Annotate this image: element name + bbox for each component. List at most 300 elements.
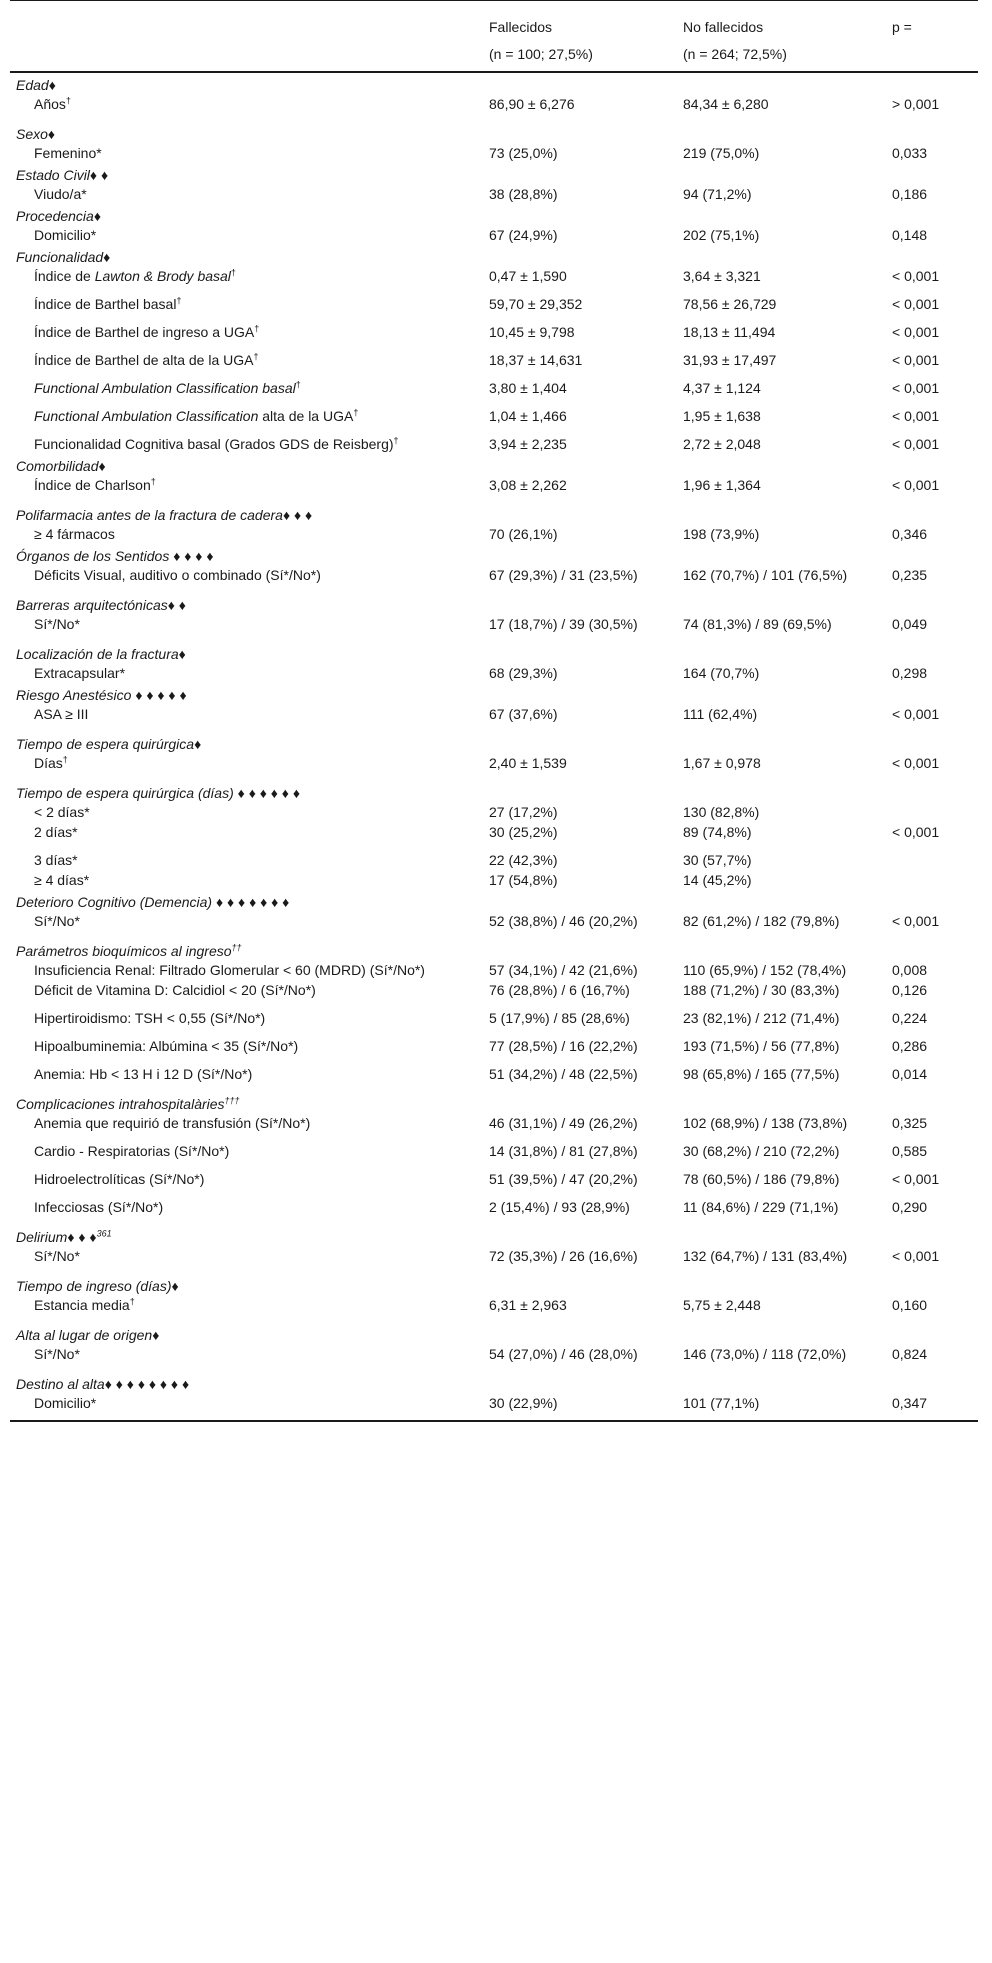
- row-label: [10, 980, 483, 1008]
- table-row: [10, 1064, 978, 1092]
- label-text: Hidroelectrolíticas (Sí*/No*): [34, 1171, 205, 1187]
- table-row: [10, 980, 978, 1008]
- section-label: [10, 204, 483, 225]
- empty-cell: [483, 939, 978, 960]
- row-label: [10, 850, 483, 870]
- cell-p-value: < 0,001: [892, 706, 940, 722]
- empty-cell: [483, 454, 978, 475]
- row-label: [10, 322, 483, 350]
- section-title: Sexo: [16, 126, 48, 142]
- cell-fallecidos: 38 (28,8%): [489, 186, 558, 202]
- cell-no-fallecidos: 1,96 ± 1,364: [683, 477, 761, 493]
- cell-no-fallecidos: 5,75 ± 2,448: [683, 1297, 761, 1313]
- label-text: Funcionalidad Cognitiva basal (Grados GDS de Reisberg): [34, 436, 394, 452]
- section-row: [10, 732, 978, 753]
- cell-p-value: < 0,001: [892, 408, 940, 424]
- row-label: [10, 94, 483, 122]
- header-n-fallecidos: (n = 100; 27,5%): [483, 46, 677, 72]
- empty-cell: [483, 204, 978, 225]
- row-label: [10, 1295, 483, 1323]
- row-label: [10, 524, 483, 544]
- section-title: Estado Civil: [16, 167, 90, 183]
- cell-p-value: < 0,001: [892, 268, 940, 284]
- section-row: [10, 1372, 978, 1393]
- section-row: [10, 245, 978, 266]
- cell-fallecidos: 72 (35,3%) / 26 (16,6%): [489, 1248, 638, 1264]
- data-table: [10, 0, 978, 1422]
- row-label: [10, 614, 483, 642]
- cell-p-value: < 0,001: [892, 296, 940, 312]
- section-label: [10, 683, 483, 704]
- cell-p-value: 0,033: [892, 145, 928, 161]
- cell-no-fallecidos: 82 (61,2%) / 182 (79,8%): [683, 913, 840, 929]
- row-label: [10, 822, 483, 850]
- cell-fallecidos: 2,40 ± 1,539: [489, 755, 567, 771]
- header-p-value: p =: [886, 1, 978, 47]
- table-row: [10, 1393, 978, 1421]
- cell-fallecidos: 52 (38,8%) / 46 (20,2%): [489, 913, 638, 929]
- cell-no-fallecidos: 198 (73,9%): [683, 526, 760, 542]
- cell-no-fallecidos: 89 (74,8%): [683, 824, 752, 840]
- cell-p-value: < 0,001: [892, 324, 940, 340]
- cell-fallecidos: 77 (28,5%) / 16 (22,2%): [489, 1038, 638, 1054]
- section-row: [10, 72, 978, 94]
- row-label: [10, 1169, 483, 1197]
- cell-p-value: 0,298: [892, 665, 928, 681]
- section-label: [10, 163, 483, 184]
- row-label: [10, 184, 483, 204]
- cell-no-fallecidos: 1,95 ± 1,638: [683, 408, 761, 424]
- section-title: Funcionalidad: [16, 249, 104, 265]
- cell-fallecidos: 68 (29,3%): [489, 665, 558, 681]
- section-title: Riesgo Anestésico: [16, 687, 136, 703]
- table-row: [10, 143, 978, 163]
- empty-cell: [483, 503, 978, 524]
- table-row: [10, 524, 978, 544]
- row-label: [10, 1036, 483, 1064]
- row-label: [10, 434, 483, 454]
- cell-no-fallecidos: 102 (68,9%) / 138 (73,8%): [683, 1115, 848, 1131]
- row-label: [10, 565, 483, 593]
- label-text: ≥ 4 fármacos: [34, 526, 115, 542]
- cell-no-fallecidos: 14 (45,2%): [683, 872, 752, 888]
- footnote-mark: ††: [231, 942, 242, 953]
- cell-fallecidos: 1,04 ± 1,466: [489, 408, 567, 424]
- cell-p-value: 0,160: [892, 1297, 928, 1313]
- empty-cell: [483, 1092, 978, 1113]
- table-row: [10, 614, 978, 642]
- empty-cell: [483, 732, 978, 753]
- cell-p-value: 0,186: [892, 186, 928, 202]
- table-row: [10, 753, 978, 781]
- cell-no-fallecidos: 130 (82,8%): [683, 804, 760, 820]
- table-row: [10, 1008, 978, 1036]
- section-row: [10, 163, 978, 184]
- label-tail-text: alta de la UGA: [258, 408, 354, 424]
- row-label: [10, 911, 483, 939]
- cell-fallecidos: 30 (22,9%): [483, 1393, 677, 1421]
- diamond-marks: ♦: [171, 1278, 179, 1294]
- empty-cell: [483, 245, 978, 266]
- cell-fallecidos: 18,37 ± 14,631: [489, 352, 583, 368]
- table-row: [10, 1344, 978, 1372]
- cell-no-fallecidos: 74 (81,3%) / 89 (69,5%): [683, 616, 832, 632]
- cell-p-value: < 0,001: [892, 436, 940, 452]
- footnote-mark: †: [253, 351, 259, 362]
- label-text: Anemia: Hb < 13 H i 12 D (Sí*/No*): [34, 1066, 253, 1082]
- section-title: Localización de la fractura: [16, 646, 179, 662]
- footnote-mark: †: [62, 754, 68, 765]
- label-text: Domicilio*: [34, 227, 97, 243]
- empty-cell: [483, 1372, 978, 1393]
- table-row: [10, 294, 978, 322]
- table-row: [10, 802, 978, 822]
- row-label: [10, 1141, 483, 1169]
- label-text: Sí*/No*: [34, 913, 80, 929]
- label-text: Cardio - Respiratorias (Sí*/No*): [34, 1143, 230, 1159]
- table-row: [10, 565, 978, 593]
- section-row: [10, 454, 978, 475]
- cell-no-fallecidos: 30 (68,2%) / 210 (72,2%): [683, 1143, 840, 1159]
- table-row: [10, 1295, 978, 1323]
- cell-fallecidos: 5 (17,9%) / 85 (28,6%): [489, 1010, 630, 1026]
- row-label: [10, 266, 483, 294]
- diamond-marks: ♦: [93, 208, 101, 224]
- section-title: Órganos de los Sentidos: [16, 548, 174, 564]
- label-italic-text: Functional Ambulation Classification: [34, 408, 259, 424]
- row-label: [10, 1344, 483, 1372]
- empty-cell: [483, 163, 978, 184]
- footnote-mark: †††: [224, 1095, 240, 1106]
- row-label: [10, 294, 483, 322]
- label-text: Déficits Visual, auditivo o combinado (Sí*/No*): [34, 567, 321, 583]
- cell-no-fallecidos: 94 (71,2%): [683, 186, 752, 202]
- section-title: Tiempo de ingreso (días): [16, 1278, 172, 1294]
- empty-cell: [483, 1323, 978, 1344]
- cell-no-fallecidos: 30 (57,7%): [683, 852, 752, 868]
- cell-p-value: [886, 870, 978, 890]
- header-blank: [10, 46, 483, 72]
- cell-fallecidos: 27 (17,2%): [489, 804, 558, 820]
- section-row: [10, 503, 978, 524]
- empty-cell: [483, 122, 978, 143]
- empty-cell: [483, 544, 978, 565]
- header-no-fallecidos: No fallecidos: [677, 1, 886, 47]
- diamond-marks: ♦: [98, 458, 106, 474]
- table-row: [10, 225, 978, 245]
- footnote-mark: †: [254, 323, 260, 334]
- diamond-marks: ♦: [48, 77, 56, 93]
- label-text: 2 días*: [34, 824, 78, 840]
- row-label: [10, 1008, 483, 1036]
- section-row: [10, 683, 978, 704]
- cell-fallecidos: 76 (28,8%) / 6 (16,7%): [489, 982, 630, 998]
- label-text: Femenino*: [34, 145, 102, 161]
- cell-p-value: 0,126: [892, 982, 928, 998]
- row-label: [10, 1393, 483, 1421]
- diamond-marks: ♦: [178, 646, 186, 662]
- cell-fallecidos: 54 (27,0%) / 46 (28,0%): [489, 1346, 638, 1362]
- cell-no-fallecidos: 18,13 ± 11,494: [683, 324, 776, 340]
- section-title: Procedencia: [16, 208, 94, 224]
- cell-p-value: [886, 802, 978, 822]
- empty-cell: [483, 781, 978, 802]
- cell-fallecidos: 59,70 ± 29,352: [489, 296, 583, 312]
- row-label: [10, 350, 483, 378]
- section-label: [10, 1372, 483, 1393]
- label-text: < 2 días*: [34, 804, 90, 820]
- section-row: [10, 642, 978, 663]
- row-label: [10, 802, 483, 822]
- cell-no-fallecidos: 193 (71,5%) / 56 (77,8%): [683, 1038, 840, 1054]
- footnote-mark: †: [393, 435, 399, 446]
- cell-fallecidos: 67 (24,9%): [489, 227, 558, 243]
- section-row: [10, 1092, 978, 1113]
- label-text: Días: [34, 755, 63, 771]
- cell-no-fallecidos: 202 (75,1%): [683, 227, 760, 243]
- cell-p-value: 0,346: [892, 526, 928, 542]
- cell-p-value: < 0,001: [892, 913, 940, 929]
- section-row: [10, 890, 978, 911]
- table-row: [10, 704, 978, 732]
- table-header: [10, 1, 978, 73]
- label-italic-text: Functional Ambulation Classification basal: [34, 380, 296, 396]
- cell-fallecidos: 57 (34,1%) / 42 (21,6%): [489, 962, 638, 978]
- cell-no-fallecidos: 78 (60,5%) / 186 (79,8%): [683, 1171, 840, 1187]
- table-row: [10, 184, 978, 204]
- cell-no-fallecidos: 3,64 ± 3,321: [683, 268, 761, 284]
- section-label: [10, 454, 483, 475]
- cell-fallecidos: 2 (15,4%) / 93 (28,9%): [489, 1199, 630, 1215]
- cell-no-fallecidos: 219 (75,0%): [683, 145, 760, 161]
- section-label: [10, 1323, 483, 1344]
- section-row: [10, 593, 978, 614]
- footnote-mark: †: [65, 95, 71, 106]
- label-text: Índice de Barthel de alta de la UGA: [34, 352, 254, 368]
- footnote-mark: †: [353, 407, 359, 418]
- section-row: [10, 122, 978, 143]
- row-label: [10, 1246, 483, 1274]
- cell-no-fallecidos: 11 (84,6%) / 229 (71,1%): [683, 1199, 839, 1215]
- diamond-marks: ♦ ♦ ♦ ♦: [173, 548, 214, 564]
- cell-p-value: 0,014: [892, 1066, 928, 1082]
- section-title: Complicaciones intrahospitalàries: [16, 1096, 225, 1112]
- empty-cell: [483, 642, 978, 663]
- section-label: [10, 544, 483, 565]
- table-row: [10, 1197, 978, 1225]
- section-label: [10, 890, 483, 911]
- diamond-marks: ♦: [103, 249, 111, 265]
- cell-no-fallecidos: 1,67 ± 0,978: [683, 755, 761, 771]
- table-row: [10, 822, 978, 850]
- cell-no-fallecidos: 110 (65,9%) / 152 (78,4%): [683, 962, 847, 978]
- section-title: Tiempo de espera quirúrgica: [16, 736, 195, 752]
- header-n-no-fallecidos: (n = 264; 72,5%): [677, 46, 886, 72]
- table-row: [10, 322, 978, 350]
- table-row: [10, 1113, 978, 1141]
- label-text: Viudo/a*: [34, 186, 87, 202]
- section-row: [10, 1225, 978, 1246]
- section-row: [10, 781, 978, 802]
- cell-fallecidos: 3,94 ± 2,235: [489, 436, 567, 452]
- label-text: Estancia media: [34, 1297, 130, 1313]
- table-row: [10, 960, 978, 980]
- table-row: [10, 1141, 978, 1169]
- section-title: Comorbilidad: [16, 458, 99, 474]
- label-text: Índice de Barthel de ingreso a UGA: [34, 324, 255, 340]
- label-text: Índice de Barthel basal: [34, 296, 177, 312]
- row-label: [10, 753, 483, 781]
- label-text: Sí*/No*: [34, 1248, 80, 1264]
- label-text: Índice de: [34, 268, 95, 284]
- section-label: [10, 1225, 483, 1246]
- footnote-mark: †: [230, 267, 236, 278]
- cell-p-value: < 0,001: [892, 352, 940, 368]
- cell-p-value: < 0,001: [892, 824, 940, 840]
- section-label: [10, 732, 483, 753]
- label-text: 3 días*: [34, 852, 78, 868]
- section-title: Alta al lugar de origen: [16, 1327, 153, 1343]
- table-row: [10, 1246, 978, 1274]
- cell-no-fallecidos: 23 (82,1%) / 212 (71,4%): [683, 1010, 840, 1026]
- cell-p-value: < 0,001: [892, 477, 940, 493]
- section-title: Tiempo de espera quirúrgica (días): [16, 785, 238, 801]
- cell-no-fallecidos: 31,93 ± 17,497: [683, 352, 777, 368]
- table-body: [10, 72, 978, 1421]
- section-row: [10, 939, 978, 960]
- section-label: [10, 939, 483, 960]
- label-text: Hipoalbuminemia: Albúmina < 35 (Sí*/No*): [34, 1038, 299, 1054]
- cell-no-fallecidos: 84,34 ± 6,280: [683, 96, 769, 112]
- diamond-marks: ♦: [152, 1327, 160, 1343]
- section-label: [10, 642, 483, 663]
- cell-fallecidos: 6,31 ± 2,963: [489, 1297, 567, 1313]
- table-container: [10, 0, 978, 1422]
- diamond-marks: ♦: [194, 736, 202, 752]
- cell-no-fallecidos: 188 (71,2%) / 30 (83,3%): [683, 982, 840, 998]
- section-title: Deterioro Cognitivo (Demencia): [16, 894, 216, 910]
- empty-cell: [483, 890, 978, 911]
- table-row: [10, 475, 978, 503]
- label-text: ASA ≥ III: [34, 706, 89, 722]
- label-text: Años: [34, 96, 66, 112]
- cell-fallecidos: 30 (25,2%): [489, 824, 558, 840]
- cell-p-value: 0,347: [886, 1393, 978, 1421]
- label-text: Sí*/No*: [34, 616, 80, 632]
- label-text: Extracapsular*: [34, 665, 126, 681]
- empty-cell: [483, 683, 978, 704]
- cell-fallecidos: 86,90 ± 6,276: [489, 96, 575, 112]
- diamond-marks: ♦ ♦ ♦ ♦ ♦ ♦ ♦ ♦: [104, 1376, 190, 1392]
- diamond-marks: ♦ ♦ ♦ ♦ ♦: [135, 687, 187, 703]
- cell-fallecidos: 70 (26,1%): [489, 526, 558, 542]
- table-row: [10, 663, 978, 683]
- section-label: [10, 245, 483, 266]
- label-text: Infecciosas (Sí*/No*): [34, 1199, 164, 1215]
- footnote-mark: †: [150, 476, 156, 487]
- label-text: Hipertiroidismo: TSH < 0,55 (Sí*/No*): [34, 1010, 266, 1026]
- cell-no-fallecidos: 132 (64,7%) / 131 (83,4%): [683, 1248, 848, 1264]
- label-text: ≥ 4 días*: [34, 872, 90, 888]
- cell-p-value: 0,224: [892, 1010, 928, 1026]
- table-row: [10, 350, 978, 378]
- section-row: [10, 1323, 978, 1344]
- cell-p-value: 0,824: [892, 1346, 928, 1362]
- cell-fallecidos: 10,45 ± 9,798: [489, 324, 575, 340]
- row-label: [10, 1197, 483, 1225]
- diamond-marks: ♦: [47, 126, 56, 142]
- footnote-mark: †: [176, 295, 182, 306]
- label-text: Índice de Charlson: [34, 477, 151, 493]
- header-fallecidos: Fallecidos: [483, 1, 677, 47]
- cell-fallecidos: 3,08 ± 2,262: [489, 477, 567, 493]
- cell-fallecidos: 22 (42,3%): [489, 852, 558, 868]
- diamond-marks: ♦ ♦ ♦: [282, 507, 313, 523]
- cell-fallecidos: 0,47 ± 1,590: [489, 268, 567, 284]
- cell-no-fallecidos: 146 (73,0%) / 118 (72,0%): [683, 1346, 847, 1362]
- cell-no-fallecidos: 2,72 ± 2,048: [683, 436, 761, 452]
- header-blank: [886, 46, 978, 72]
- section-label: [10, 503, 483, 524]
- section-label: [10, 1092, 483, 1113]
- table-row: [10, 870, 978, 890]
- row-label: [10, 225, 483, 245]
- section-row: [10, 1274, 978, 1295]
- diamond-marks: ♦ ♦: [167, 597, 186, 613]
- table-row: [10, 434, 978, 454]
- cell-p-value: < 0,001: [892, 380, 940, 396]
- cell-p-value: [886, 850, 978, 870]
- cell-p-value: < 0,001: [892, 1171, 940, 1187]
- row-label: [10, 378, 483, 406]
- cell-p-value: 0,235: [892, 567, 928, 583]
- cell-no-fallecidos: 162 (70,7%) / 101 (76,5%): [683, 567, 848, 583]
- cell-p-value: 0,008: [892, 962, 928, 978]
- row-label: [10, 475, 483, 503]
- diamond-marks: ♦ ♦ ♦ ♦ ♦ ♦ ♦: [215, 894, 290, 910]
- cell-no-fallecidos: 101 (77,1%): [677, 1393, 886, 1421]
- section-title: Delirium: [16, 1229, 68, 1245]
- section-title: Barreras arquitectónicas: [16, 597, 168, 613]
- diamond-marks: ♦ ♦ ♦ ♦ ♦ ♦: [237, 785, 300, 801]
- cell-fallecidos: 73 (25,0%): [489, 145, 558, 161]
- label-text: Anemia que requirió de transfusión (Sí*/No*): [34, 1115, 311, 1131]
- cell-fallecidos: 51 (39,5%) / 47 (20,2%): [489, 1171, 638, 1187]
- row-label: [10, 870, 483, 890]
- cell-fallecidos: 67 (37,6%): [489, 706, 558, 722]
- row-label: [10, 406, 483, 434]
- table-row: [10, 1169, 978, 1197]
- cell-no-fallecidos: 4,37 ± 1,124: [683, 380, 761, 396]
- header-blank: [10, 1, 483, 47]
- section-title: Destino al alta: [16, 1376, 105, 1392]
- section-label: [10, 122, 483, 143]
- cell-p-value: < 0,001: [892, 755, 940, 771]
- cell-p-value: 0,290: [892, 1199, 928, 1215]
- table-row: [10, 850, 978, 870]
- cell-p-value: 0,049: [892, 616, 928, 632]
- table-row: [10, 378, 978, 406]
- empty-cell: [483, 593, 978, 614]
- section-title: Polifarmacia antes de la fractura de cadera: [16, 507, 283, 523]
- empty-cell: [483, 72, 978, 94]
- section-label: [10, 593, 483, 614]
- cell-fallecidos: 17 (18,7%) / 39 (30,5%): [489, 616, 638, 632]
- cell-fallecidos: 3,80 ± 1,404: [489, 380, 567, 396]
- section-label: [10, 781, 483, 802]
- section-title: Parámetros bioquímicos al ingreso: [16, 943, 232, 959]
- label-italic-text: Lawton & Brody basal: [94, 268, 231, 284]
